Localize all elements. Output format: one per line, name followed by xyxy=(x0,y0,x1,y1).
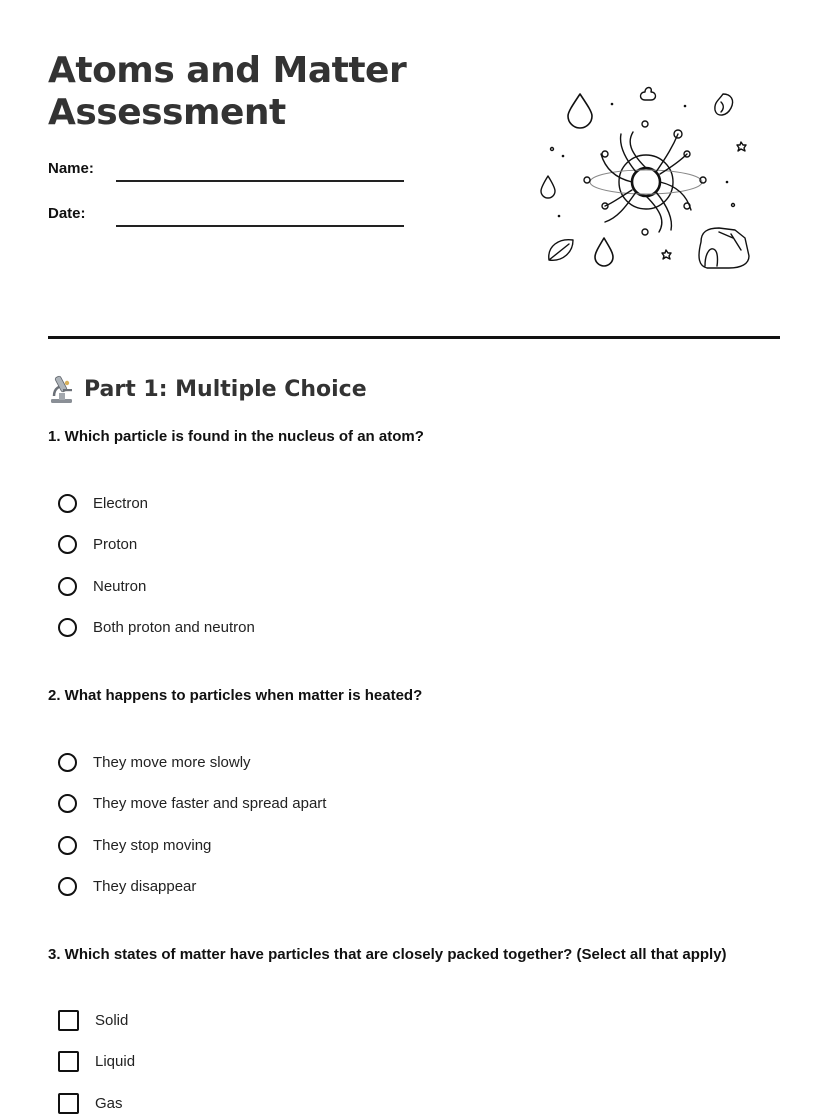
q1-option-3[interactable] xyxy=(58,574,146,598)
option-label: They stop moving xyxy=(93,836,212,854)
q2-option-4[interactable] xyxy=(58,874,196,898)
date-label: Date: xyxy=(48,205,86,222)
title-line-2: Assessment xyxy=(48,92,286,133)
flame-icon xyxy=(715,94,733,115)
atom-icon xyxy=(584,121,706,235)
question-3: 3. Which states of matter have particles that are closely packed together? (Select all that apply) xyxy=(48,946,727,963)
checkbox[interactable] xyxy=(58,1051,79,1072)
q1-option-2[interactable] xyxy=(58,532,137,556)
option-label: They disappear xyxy=(93,877,197,895)
date-answer-line[interactable] xyxy=(116,225,404,227)
checkbox[interactable] xyxy=(58,1010,79,1031)
radio-button[interactable] xyxy=(58,618,77,637)
rock-icon xyxy=(699,228,749,268)
title-line-1: Atoms and Matter xyxy=(48,50,407,91)
name-label: Name: xyxy=(48,160,94,177)
option-label: Solid xyxy=(95,1011,129,1029)
option-label: They move faster and spread apart xyxy=(93,794,327,812)
water-drop-icon xyxy=(595,238,613,266)
section-title: Part 1: Multiple Choice xyxy=(84,376,367,402)
radio-button[interactable] xyxy=(58,753,77,772)
radio-button[interactable] xyxy=(58,577,77,596)
sparkle-icon xyxy=(662,250,671,259)
dots-decoration xyxy=(558,103,729,218)
water-drop-icon xyxy=(541,176,555,198)
option-label: They move more slowly xyxy=(93,753,251,771)
option-label: Liquid xyxy=(95,1052,136,1070)
bubble-icon xyxy=(732,204,735,207)
question-1: 1. Which particle is found in the nucleus of an atom? xyxy=(48,428,424,445)
worksheet-title xyxy=(48,50,406,134)
q3-option-3[interactable] xyxy=(58,1091,123,1115)
sparkle-icon xyxy=(737,142,746,151)
radio-button[interactable] xyxy=(58,535,77,554)
date-field xyxy=(48,205,408,227)
atom-illustration xyxy=(535,82,760,277)
section-heading xyxy=(48,372,367,406)
leaf-icon xyxy=(549,240,573,261)
microscope-icon xyxy=(48,374,76,404)
radio-button[interactable] xyxy=(58,836,77,855)
section-divider xyxy=(48,336,780,339)
radio-button[interactable] xyxy=(58,494,77,513)
name-answer-line[interactable] xyxy=(116,180,404,182)
checkbox[interactable] xyxy=(58,1093,79,1114)
flower-icon xyxy=(641,88,656,101)
name-field xyxy=(48,160,408,182)
radio-button[interactable] xyxy=(58,877,77,896)
question-2: 2. What happens to particles when matter is heated? xyxy=(48,687,423,704)
option-label: Neutron xyxy=(93,577,147,595)
option-label: Both proton and neutron xyxy=(93,618,255,636)
q2-option-3[interactable] xyxy=(58,833,211,857)
radio-button[interactable] xyxy=(58,794,77,813)
option-label: Electron xyxy=(93,494,149,512)
q3-option-1[interactable] xyxy=(58,1008,128,1032)
q2-option-2[interactable] xyxy=(58,791,326,815)
option-label: Gas xyxy=(95,1094,123,1112)
option-label: Proton xyxy=(93,535,138,553)
q1-option-4[interactable] xyxy=(58,615,255,639)
q1-option-1[interactable] xyxy=(58,491,148,515)
bubble-icon xyxy=(551,148,554,151)
q3-option-2[interactable] xyxy=(58,1049,135,1073)
water-drop-icon xyxy=(568,94,592,128)
q2-option-1[interactable] xyxy=(58,750,251,774)
